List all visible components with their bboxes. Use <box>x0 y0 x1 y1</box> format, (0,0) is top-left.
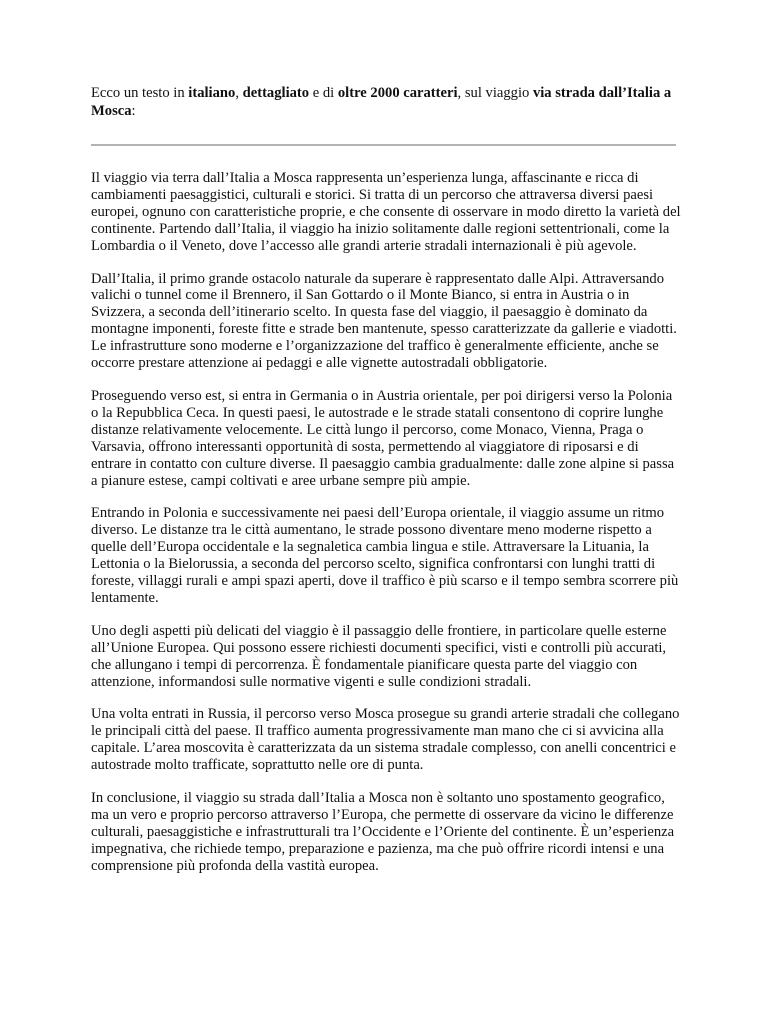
intro-bold-length: oltre 2000 caratteri <box>337 85 458 101</box>
paragraph-1: Il viaggio via terra dall’Italia a Mosca rappresenta un’esperienza lunga, affascinante e ricca di cambiamenti paesaggistici, culturali e storici. Si tratta di un percorso che attraversa diversi paesi europei, ognuno con caratteristiche proprie, e che consente di osservare in modo diretto la varietà del continente. Partendo dall’Italia, il viaggio ha inizio solitamente dalle regioni settentrionali, come la Lombardia o il Veneto, dove l’accesso alle grandi arterie stradali internazionali è più agevole. <box>91 170 681 254</box>
paragraph-7: In conclusione, il viaggio su strada dall’Italia a Mosca non è soltanto uno spostamento geografico, ma un vero e proprio percorso attraverso l’Europa, che permette di osservare da vicino le differenze culturali, paesaggistiche e infrastrutturali tra l’Occidente e l’Oriente del continente. È un’esperienza impegnativa, che richiede tempo, preparazione e pazienza, ma che può offrire ricordi intensi e una comprensione più profonda della vastità europea. <box>91 790 675 874</box>
intro-text-3: e di <box>309 85 338 101</box>
intro-bold-language: italiano <box>188 85 236 101</box>
paragraph-4: Entrando in Polonia e successivamente nei paesi dell’Europa orientale, il viaggio assume un ritmo diverso. Le distanze tra le città aumentano, le strade possono diventare meno moderne rispetto a quelle dell’Europa occidentale e la segnaletica cambia lingua e stile. Attraversare la Lituania, la Lettonia o la Bielorussia, a seconda del percorso scelto, significa confrontarsi con lunghi tratti di foreste, villaggi rurali e ampi spazi aperti, dove il traffico è più scarso e il tempo sembra scorrere più lentamente. <box>91 505 679 606</box>
intro-sentence <box>91 84 681 120</box>
intro-text-1: Ecco un testo in <box>91 85 189 101</box>
intro-text-5: : <box>131 103 136 119</box>
paragraph-2: Dall’Italia, il primo grande ostacolo naturale da superare è rappresentato dalle Alpi. Attraversando valichi o tunnel come il Brennero, il San Gottardo o il Monte Bianco, si entra in Austria o in Svizzera, a seconda dell’itinerario scelto. In questa fase del viaggio, il paesaggio è dominato da montagne imponenti, foreste fitte e strade ben mantenute, spesso caratterizzate da gallerie e viadotti. Le infrastrutture sono moderne e l’organizzazione del traffico è generalmente efficiente, anche se occorre prestare attenzione ai pedaggi e alle vignette autostradali obbligatorie. <box>91 270 677 372</box>
intro-bold-detailed: dettagliato <box>242 85 310 101</box>
horizontal-rule <box>91 144 676 146</box>
intro-bold-topic: via strada dall’Italia a Mosca <box>91 85 672 119</box>
paragraph-6: Una volta entrati in Russia, il percorso verso Mosca prosegue su grandi arterie stradali che collegano le principali città del paese. Il traffico aumenta progressivamente man mano che ci si avvicina alla capitale. L’area moscovita è caratterizzata da un sistema stradale complesso, con anelli concentrici e autostrade molto trafficate, soprattutto nelle ore di punta. <box>91 706 680 774</box>
article-body <box>91 170 681 891</box>
intro-text-2: , <box>235 85 243 101</box>
intro-text-4: , sul viaggio <box>457 85 533 101</box>
paragraph-5: Uno degli aspetti più delicati del viaggio è il passaggio delle frontiere, in particolare quelle esterne all’Unione Europea. Qui possono essere richiesti documenti specifici, visti e controlli più accurati, che allungano i tempi di percorrenza. È fondamentale pianificare questa parte del viaggio con attenzione, informandosi sulle normative vigenti e sulle condizioni stradali. <box>91 622 667 690</box>
paragraph-3: Proseguendo verso est, si entra in Germania o in Austria orientale, per poi dirigersi verso la Polonia o la Repubblica Ceca. In questi paesi, le autostrade e le strade statali consentono di coprire lunghe distanze relativamente velocemente. Le città lungo il percorso, come Monaco, Vienna, Praga o Varsavia, offrono interessanti opportunità di sosta, permettendo al viaggiatore di riposarsi e di entrare in contatto con culture diverse. Il paesaggio cambia gradualmente: dalle zone alpine si passa a pianure estese, campi coltivati e aree urbane sempre più ampie. <box>91 387 675 489</box>
